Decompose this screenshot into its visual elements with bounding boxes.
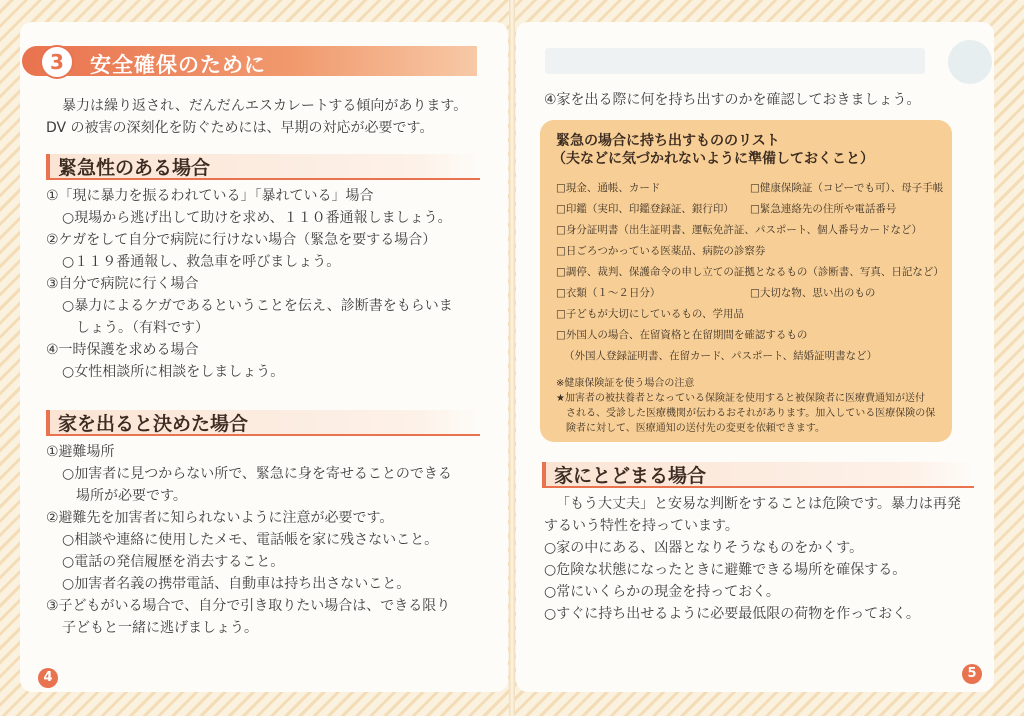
show-through-header [545, 48, 925, 74]
emergency-line: ○現場から逃げ出して助けを求め、１１０番通報しましょう。 [62, 210, 452, 226]
checklist-item: □日ごろつかっている医薬品、病院の診察券 [556, 245, 766, 257]
section-title: 安全確保のために [90, 53, 266, 77]
checklist-item: □現金、通帳、カード [556, 182, 661, 194]
intro-line: 暴力は繰り返され、だんだんエスカレートする傾向があります。 [62, 98, 468, 114]
emergency-line: ③自分で病院に行く場合 [46, 276, 199, 292]
leaving-line: ③子どもがいる場合で、自分で引き取りたい場合は、できる限り [46, 598, 451, 614]
staying-line: するいう特性を持っています。 [544, 518, 739, 534]
emergency-line: ①「現に暴力を振るわれている」「暴れている」場合 [46, 188, 374, 204]
checklist-item: □緊急連絡先の住所や電話番号 [750, 203, 897, 215]
checklist-subtitle: （夫などに気づかれないように準備しておくこと） [552, 151, 874, 167]
note-line: ★加害者の被扶養者となっている保険証を使用すると被保険者に医療費通知が送付 [556, 393, 925, 404]
staying-line: ○家の中にある、凶器となりそうなものをかくす。 [544, 540, 864, 556]
emergency-line: しょう。（有料です） [76, 320, 209, 336]
right-intro: ④家を出る際に何を持ち出すのかを確認しておきましょう。 [544, 92, 921, 108]
leaving-line: ○相談や連絡に使用したメモ、電話帳を家に残さないこと。 [62, 532, 439, 548]
emergency-heading: 緊急性のある場合 [58, 157, 211, 179]
checklist-item: □衣類（１～２日分） [556, 287, 661, 299]
emergency-line: ④一時保護を求める場合 [46, 342, 199, 358]
checklist-title: 緊急の場合に持ち出すもののリスト [556, 133, 780, 149]
leaving-line: ○電話の発信履歴を消去すること。 [62, 554, 285, 570]
staying-line: ○危険な状態になったときに避難できる場所を確保する。 [544, 562, 907, 578]
staying-heading: 家にとどまる場合 [554, 465, 707, 487]
staying-line: ○常にいくらかの現金を持っておく。 [544, 584, 780, 600]
checklist-item: □子どもが大切にしているもの、学用品 [556, 308, 744, 320]
emergency-line: ○１１９番通報し、救急車を呼びましょう。 [62, 254, 341, 270]
checklist-item: □大切な物、思い出のもの [750, 287, 876, 299]
note-heading: ※健康保険証を使う場合の注意 [556, 378, 695, 389]
emergency-line: ○暴力によるケガであるということを伝え、診断書をもらいま [62, 298, 453, 314]
checklist-item: □外国人の場合、在留資格と在留期間を確認するもの [556, 329, 808, 341]
staying-line: 「もう大丈夫」と安易な判断をすることは危険です。暴力は再発 [556, 496, 961, 512]
leaving-heading: 家を出ると決めた場合 [58, 413, 249, 435]
leaving-line: ①避難場所 [46, 444, 115, 460]
page-number-left: 4 [38, 668, 58, 688]
checklist-item: □健康保険証（コピーでも可）、母子手帳 [750, 182, 944, 194]
book-spine [509, 0, 515, 716]
leaving-line: ○加害者名義の携帯電話、自動車は持ち出さないこと。 [62, 576, 411, 592]
section-number-badge: 3 [40, 45, 74, 79]
leaving-line: 場所が必要です。 [76, 488, 187, 504]
checklist-item: □身分証明書（出生証明書、運転免許証、パスポート、個人番号カードなど） [556, 224, 922, 236]
note-line: 険者に対して、医療通知の送付先の変更を依頼できます。 [566, 423, 825, 434]
leaving-line: ②避難先を加害者に知られないように注意が必要です。 [46, 510, 394, 526]
emergency-line: ②ケガをして自分で病院に行けない場合（緊急を要する場合） [46, 232, 437, 248]
emergency-line: ○女性相談所に相談をしましょう。 [62, 364, 285, 380]
note-line: される、受診した医療機関が伝わるおそれがあります。加入している医療保険の保 [566, 408, 936, 419]
leaving-line: 子どもと一緒に逃げましょう。 [62, 620, 258, 636]
intro-line: DV の被害の深刻化を防ぐためには、早期の対応が必要です。 [46, 120, 434, 136]
page-number-right: 5 [962, 664, 982, 684]
leaving-line: ○加害者に見つからない所で、緊急に身を寄せることのできる [62, 466, 452, 482]
checklist-item: □調停、裁判、保護命令の申し立ての証拠となるもの（診断書、写真、日記など） [556, 266, 944, 278]
show-through-badge [948, 40, 992, 84]
staying-line: ○すぐに持ち出せるように必要最低限の荷物を作っておく。 [544, 606, 920, 622]
checklist-item: □印鑑（実印、印鑑登録証、銀行印） [556, 203, 734, 215]
checklist-item: （外国人登録証明書、在留カード、パスポート、結婚証明書など） [564, 350, 878, 362]
